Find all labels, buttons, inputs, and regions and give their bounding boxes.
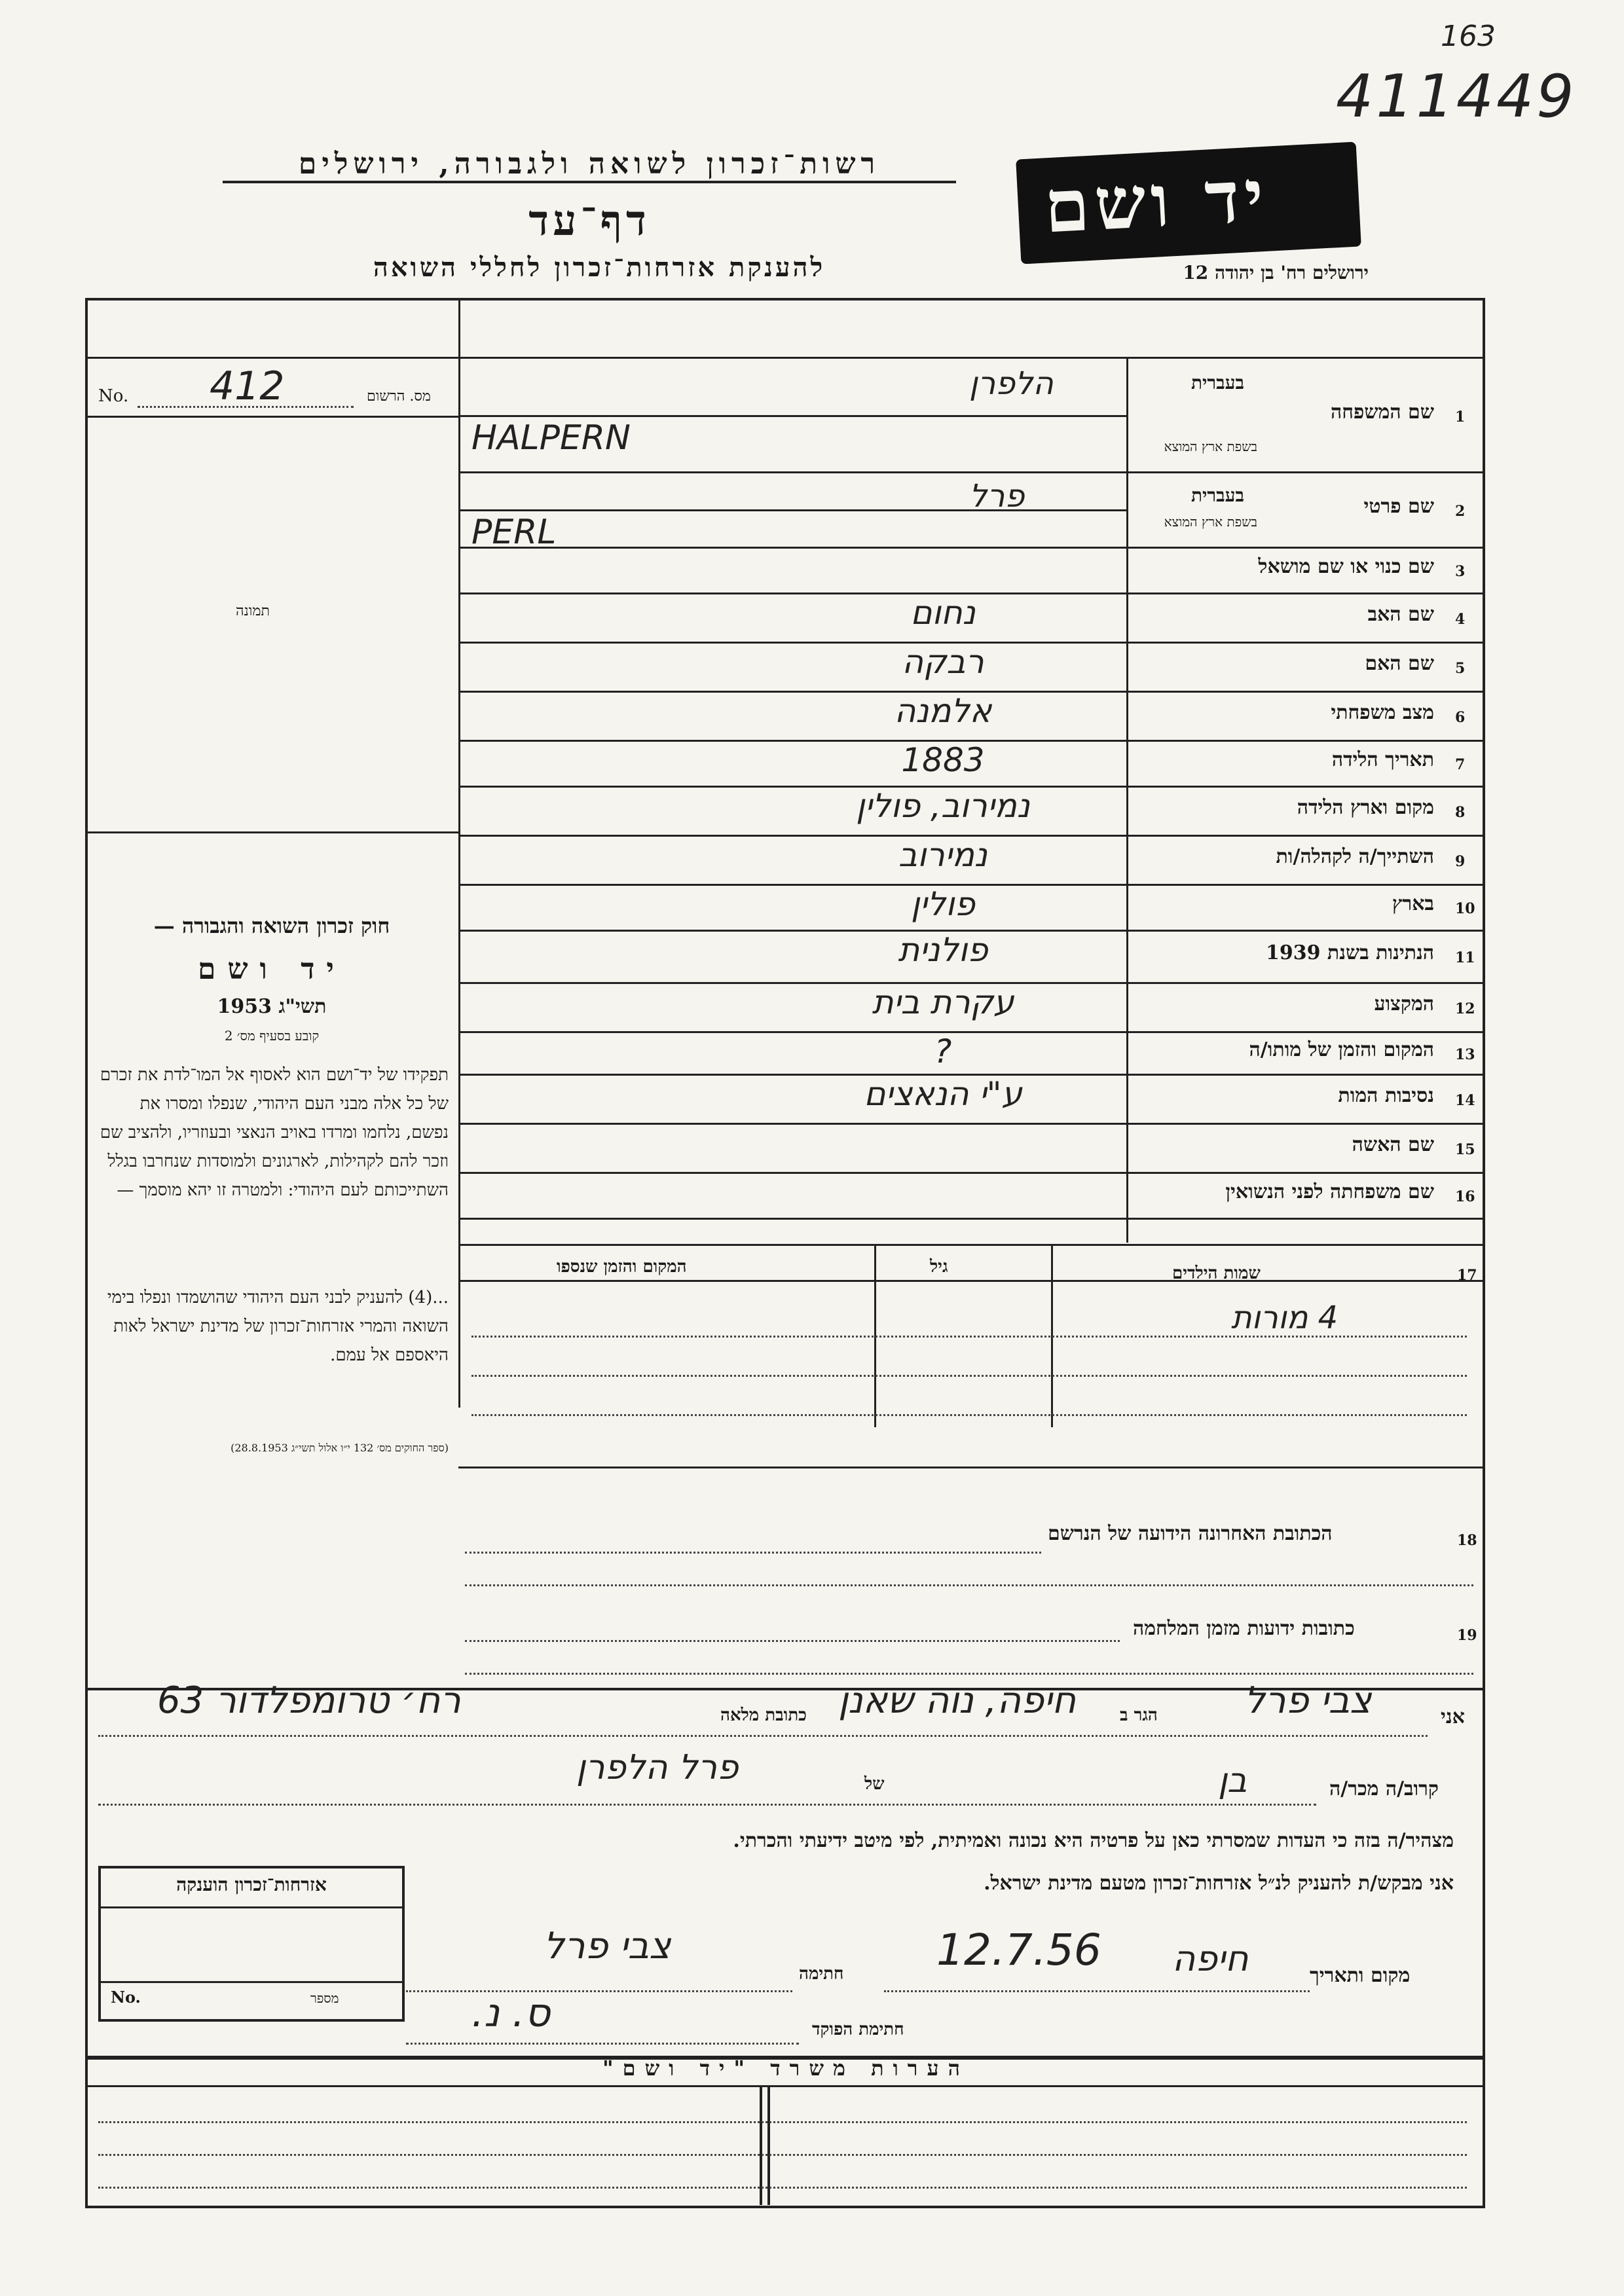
children-place-header: המקום והזמן שנספו xyxy=(557,1257,687,1277)
citizenship-box-title: אזרחות־זכרון הוענקה xyxy=(176,1874,327,1895)
field-1-sub-origin: בשפת ארץ המוצא xyxy=(1164,439,1257,454)
law-text-clause4: ...(4) להעניק לבני העם היהודי שהושמדו ונפלו בימי השואה והמרי אזרחות־זכרון של מדינת ישראל לאות היאספם אל עמם. xyxy=(107,1288,449,1365)
field-19-number: 19 xyxy=(1457,1627,1477,1644)
field-1-value-hebrew: הלפרן xyxy=(969,365,1054,402)
field-4-number: 4 xyxy=(1455,610,1466,628)
decl-official-signature: חתימת הפוקד xyxy=(812,2020,904,2039)
field-1-sub-hebrew: בעברית xyxy=(1190,372,1244,393)
field-14-value: ע"י הנאצים xyxy=(864,1075,1022,1113)
photo-label: תמונה xyxy=(236,603,270,619)
field-2-value-latin: PERL xyxy=(471,512,557,552)
wartime-address-label: כתובות ידועות מזמן המלחמה xyxy=(1133,1617,1355,1640)
law-org: יד ושם xyxy=(198,953,346,986)
children-age-header: גיל xyxy=(930,1257,948,1277)
decl-lives-at: הגר ב xyxy=(1120,1705,1158,1725)
field-1-value-latin: HALPERN xyxy=(471,418,631,458)
decl-relation-hw: בן xyxy=(1218,1761,1247,1800)
field-7-label: תאריך הלידה xyxy=(1331,748,1434,771)
decl-place-hw: חיפה xyxy=(1172,1938,1249,1979)
field-13-number: 13 xyxy=(1455,1046,1475,1063)
field-8-label: מקום וארץ הלידה xyxy=(1297,795,1434,819)
field-5-value: רבקה xyxy=(902,643,984,681)
field-14-number: 14 xyxy=(1455,1091,1475,1109)
authority-heading: רשות־זכרון לשואה ולגבורה, ירושלים xyxy=(223,147,956,183)
registry-no-he: מס. הרשום xyxy=(367,388,431,405)
field-4-label: שם האב xyxy=(1367,602,1434,626)
field-4-value: נחום xyxy=(910,594,976,632)
field-15-label: שם האשה xyxy=(1352,1133,1434,1156)
form-subtitle: להענקת אזרחות־זכרון לחללי השואה xyxy=(373,252,826,283)
decl-signature-hw: צבי פרל xyxy=(544,1925,671,1967)
decl-statement-2: אני מבקש/ת להעניק לנ״ל אזרחות־זכרון מטעם מדינת ישראל. xyxy=(984,1872,1454,1895)
field-13-value: ? xyxy=(934,1032,952,1070)
field-11-label: הנתינות בשנת 1939 xyxy=(1265,941,1434,964)
field-16-label: שם משפחתה לפני הנשואין xyxy=(1225,1180,1434,1203)
field-11-value: פולנית xyxy=(898,931,988,969)
field-3-number: 3 xyxy=(1455,563,1466,580)
field-2-sub-origin: בשפת ארץ המוצא xyxy=(1164,514,1257,530)
field-18-number: 18 xyxy=(1457,1532,1477,1549)
field-5-label: שם האם xyxy=(1365,651,1434,675)
children-names-header: שמות הילדים xyxy=(1172,1264,1261,1283)
field-1-number: 1 xyxy=(1455,409,1466,426)
form-title: דף־עד xyxy=(528,196,650,246)
law-text-main: תפקידו של יד־ושם הוא לאסוף אל המו־לדת את זכרם של כל אלה מבני העם היהודי, שנפלו ומסרו את נפשם, נלחמו ומרדו באויב הנאצי ובעוזריו, ולהציב שם וזכר להם לקהילות, לארגונים ולמוסדות שנחרבו בגלל השתייכותם לעם היהודי: ולמטרה זו יהא מוסמך — xyxy=(100,1065,449,1200)
field-7-value: 1883 xyxy=(901,741,985,779)
field-3-label: שם כנוי או שם מושאל xyxy=(1258,555,1434,578)
field-12-value: עקרת בית xyxy=(872,983,1014,1021)
field-16-number: 16 xyxy=(1455,1188,1475,1205)
field-8-value: נמירוב, פולין xyxy=(856,787,1030,825)
file-number: 411449 xyxy=(1336,62,1577,131)
decl-official-hw: ס. נ. xyxy=(471,1990,551,2036)
logo-text: יד ושם xyxy=(1042,153,1271,249)
field-2-value-hebrew: פרל xyxy=(969,478,1025,515)
registry-no-value: 412 xyxy=(210,363,285,409)
address-line: ירושלים רח' בן יהודה 12 xyxy=(1183,262,1369,283)
field-9-value: נמירוב xyxy=(898,836,987,874)
decl-of: של xyxy=(864,1774,885,1794)
field-10-label: בארץ xyxy=(1392,892,1434,915)
decl-name-hw: צבי פרל xyxy=(1244,1679,1372,1722)
field-9-label: השתייך/ה לקהלה/ות xyxy=(1276,845,1434,868)
law-year: תשי"ג 1953 xyxy=(217,995,327,1018)
citizenship-box-mispar: מספר xyxy=(310,1990,339,2006)
decl-of-hw: פרל הלפרן xyxy=(576,1748,739,1787)
decl-city-hw: חיפה, נוה שאנן xyxy=(838,1679,1077,1722)
field-7-number: 7 xyxy=(1455,756,1466,773)
field-14-label: נסיבות המות xyxy=(1338,1084,1434,1107)
field-13-label: המקום והזמן של מותו/ה xyxy=(1249,1038,1434,1061)
field-2-number: 2 xyxy=(1455,502,1466,520)
field-2-label: שם פרטי xyxy=(1363,494,1434,518)
field-17-number: 17 xyxy=(1457,1267,1477,1284)
decl-full-address: כתובת מלאה xyxy=(720,1705,807,1725)
field-15-number: 15 xyxy=(1455,1140,1475,1158)
child-name-1: 4 מורות xyxy=(1231,1300,1338,1336)
field-9-number: 9 xyxy=(1455,852,1466,870)
decl-relative: קרוב/ה מכר/ה xyxy=(1329,1777,1439,1800)
field-5-number: 5 xyxy=(1455,659,1466,677)
field-6-label: מצב משפחתי xyxy=(1331,701,1434,724)
field-11-number: 11 xyxy=(1455,949,1475,966)
field-6-value: אלמנה xyxy=(894,692,992,730)
page-number: 163 xyxy=(1441,20,1496,53)
field-12-label: המקצוע xyxy=(1374,992,1434,1015)
law-source: (ספר החוקים מס׳ 132 י״ו אלול תשי״ג 28.8.1953) xyxy=(231,1442,449,1454)
citizenship-box xyxy=(98,1866,405,2022)
decl-place-date: מקום ותאריך xyxy=(1310,1964,1411,1987)
citizenship-box-no: No. xyxy=(111,1988,141,2007)
field-2-sub-hebrew: בעברית xyxy=(1190,484,1244,506)
field-8-number: 8 xyxy=(1455,803,1466,821)
yad-vashem-logo xyxy=(1016,142,1361,264)
law-clause: קובע בסעיף מס׳ 2 xyxy=(224,1028,320,1044)
decl-ani: אני xyxy=(1441,1705,1465,1728)
registry-no-label: No. xyxy=(98,386,129,406)
field-12-number: 12 xyxy=(1455,1000,1475,1017)
decl-signature: חתימה xyxy=(799,1964,844,1984)
field-6-number: 6 xyxy=(1455,708,1466,726)
field-10-number: 10 xyxy=(1455,900,1475,917)
decl-statement-1: מצהיר/ה בזה כי העדות שמסרתי כאן על פרטיה היא נכונה ואמיתית, לפי מיטב ידיעתי והכרתי. xyxy=(733,1829,1454,1852)
field-1-label: שם המשפחה xyxy=(1330,401,1434,424)
law-title: חוק זכרון השואה והגבורה — xyxy=(153,913,390,938)
field-10-value: פולין xyxy=(910,885,976,923)
last-address-label: הכתובת האחרונה הידועה של הנרשם xyxy=(1048,1522,1333,1545)
decl-date-hw: 12.7.56 xyxy=(936,1925,1101,1975)
decl-street-hw: רח׳ טרומפלדור 63 xyxy=(157,1679,461,1722)
office-notes-title: הערות משרד "יד ושם" xyxy=(602,2056,970,2081)
